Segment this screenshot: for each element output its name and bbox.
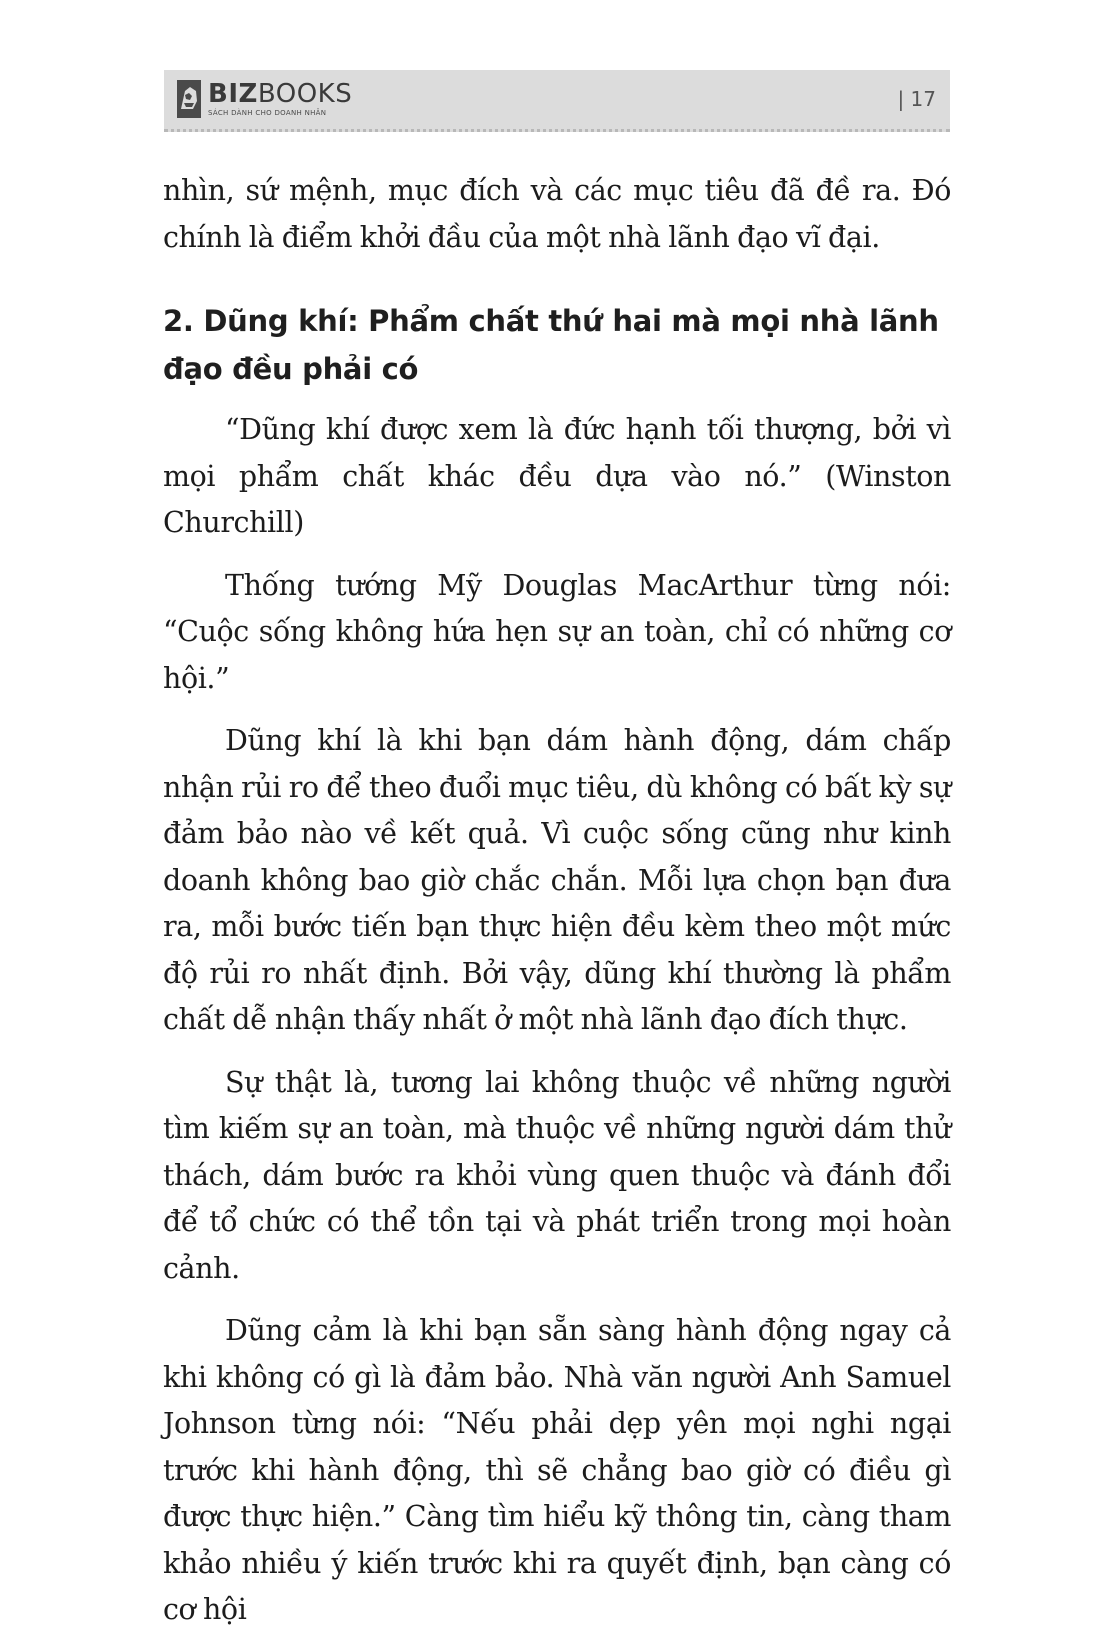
churchill-quote-paragraph: “Dũng khí được xem là đức hạnh tối thượng, bởi vì mọi phẩm chất khác đều dựa vào nó.” (Winston Churchill) [163, 413, 951, 539]
brand-name: BIZBOOKS [208, 78, 353, 109]
courage-definition-paragraph: Dũng khí là khi bạn dám hành động, dám chấp nhận rủi ro để theo đuổi mục tiêu, dù không có bất kỳ sự đảm bảo nào về kết quả. Vì cuộc sống cũng như kinh doanh không bao giờ chắc chắn. Mỗi lựa chọn bạn đưa ra, mỗi bước tiến bạn thực hiện đều kèm theo một mức độ rủi ro nhất định. Bởi vậy, dũng khí thường là phẩm chất dễ nhận thấy nhất ở một nhà lãnh đạo đích thực. [163, 724, 951, 1036]
page-number: | 17 [897, 87, 936, 111]
lion-emblem-icon [176, 79, 202, 119]
future-paragraph: Sự thật là, tương lai không thuộc về những người tìm kiếm sự an toàn, mà thuộc về những người dám thử thách, dám bước ra khỏi vùng quen thuộc và đánh đổi để tổ chức có thể tồn tại và phát triển trong mọi hoàn cảnh. [163, 1065, 951, 1285]
bizbooks-logo [176, 79, 352, 119]
page-header [164, 70, 950, 132]
intro-paragraph: nhìn, sứ mệnh, mục đích và các mục tiêu đã đề ra. Đó chính là điểm khởi đầu của một nhà lãnh đạo vĩ đại. [163, 174, 951, 254]
macarthur-quote-paragraph: Thống tướng Mỹ Douglas MacArthur từng nói: “Cuộc sống không hứa hẹn sự an toàn, chỉ có những cơ hội.” [163, 568, 951, 695]
brand-tagline: SÁCH DÀNH CHO DOANH NHÂN [208, 108, 327, 117]
section-heading: 2. Dũng khí: Phẩm chất thứ hai mà mọi nhà lãnh đạo đều phải có [163, 304, 939, 386]
page-body [163, 168, 951, 1634]
johnson-quote-paragraph: Dũng cảm là khi bạn sẵn sàng hành động ngay cả khi không có gì là đảm bảo. Nhà văn người Anh Samuel Johnson từng nói: “Nếu phải dẹp yên mọi nghi ngại trước khi hành động, thì sẽ chẳng bao giờ có điều gì được thực hiện.” Càng tìm hiểu kỹ thông tin, càng tham khảo nhiều ý kiến trước khi ra quyết định, bạn càng có cơ hội [163, 1314, 951, 1626]
